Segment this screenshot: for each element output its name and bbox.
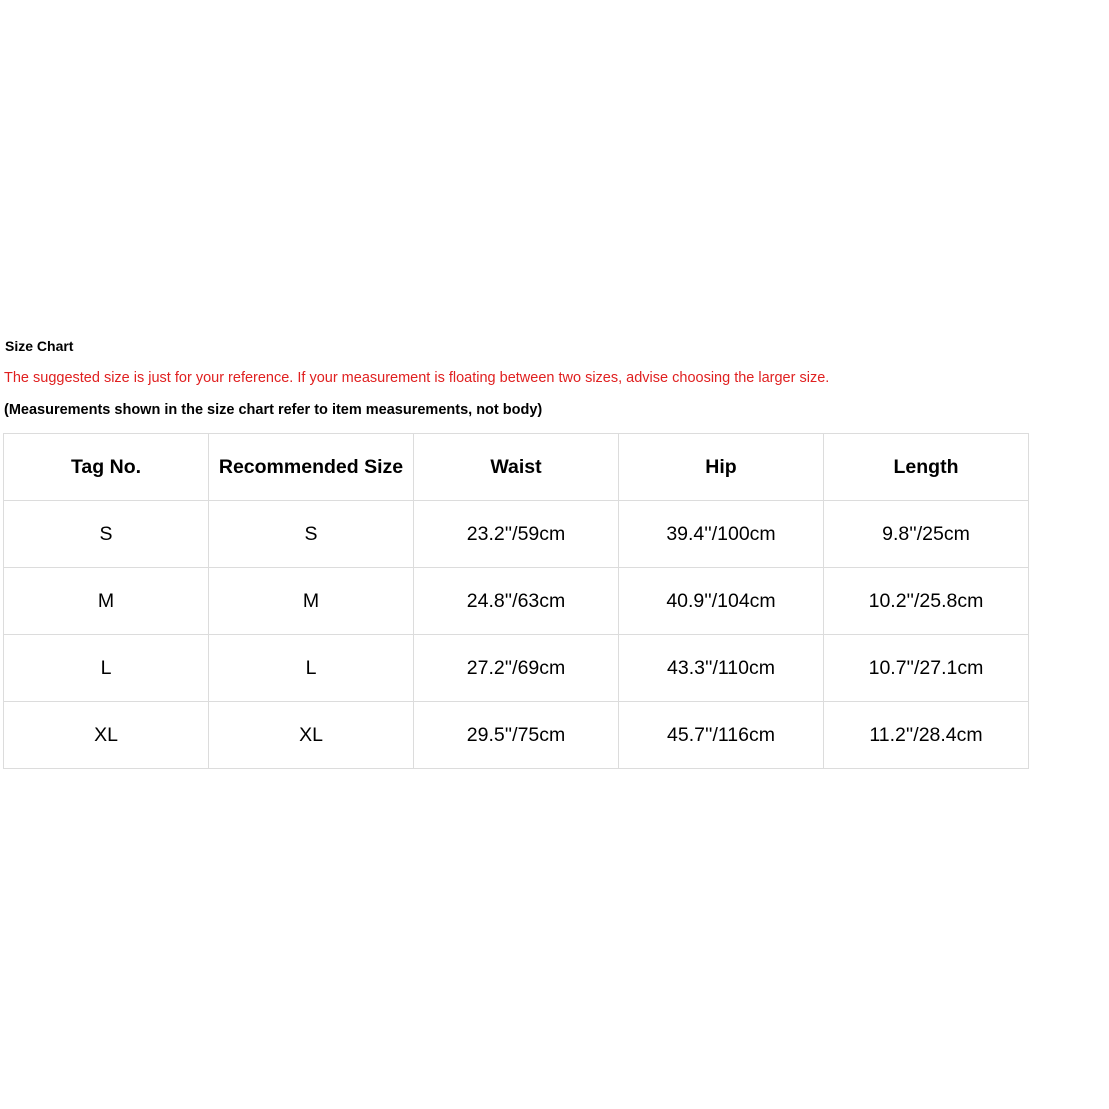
cell-recommended-size: M — [209, 568, 414, 635]
header-row — [4, 434, 1029, 501]
cell-length: 11.2''/28.4cm — [824, 702, 1029, 769]
header-tag-no: Tag No. — [4, 434, 209, 501]
cell-hip: 45.7''/116cm — [619, 702, 824, 769]
header-waist: Waist — [414, 434, 619, 501]
measurement-note: (Measurements shown in the size chart refer to item measurements, not body) — [4, 402, 543, 418]
page-title: Size Chart — [5, 338, 74, 354]
table-row — [4, 702, 1029, 769]
header-recommended-size: Recommended Size — [209, 434, 414, 501]
cell-waist: 23.2''/59cm — [414, 501, 619, 568]
cell-length: 10.2''/25.8cm — [824, 568, 1029, 635]
table-row — [4, 568, 1029, 635]
table-body — [4, 501, 1029, 769]
cell-tag-no: S — [4, 501, 209, 568]
cell-hip: 43.3''/110cm — [619, 635, 824, 702]
table-row — [4, 501, 1029, 568]
cell-recommended-size: L — [209, 635, 414, 702]
cell-tag-no: L — [4, 635, 209, 702]
header-hip: Hip — [619, 434, 824, 501]
header-length: Length — [824, 434, 1029, 501]
table-header — [4, 434, 1029, 501]
cell-recommended-size: S — [209, 501, 414, 568]
cell-waist: 24.8''/63cm — [414, 568, 619, 635]
cell-waist: 27.2''/69cm — [414, 635, 619, 702]
cell-tag-no: XL — [4, 702, 209, 769]
cell-waist: 29.5''/75cm — [414, 702, 619, 769]
size-chart-table — [3, 433, 1029, 769]
cell-length: 10.7''/27.1cm — [824, 635, 1029, 702]
table-row — [4, 635, 1029, 702]
cell-recommended-size: XL — [209, 702, 414, 769]
cell-hip: 40.9''/104cm — [619, 568, 824, 635]
size-notice: The suggested size is just for your reference. If your measurement is floating between two sizes, advise choosing the larger size. — [4, 370, 830, 386]
cell-length: 9.8''/25cm — [824, 501, 1029, 568]
cell-tag-no: M — [4, 568, 209, 635]
cell-hip: 39.4''/100cm — [619, 501, 824, 568]
